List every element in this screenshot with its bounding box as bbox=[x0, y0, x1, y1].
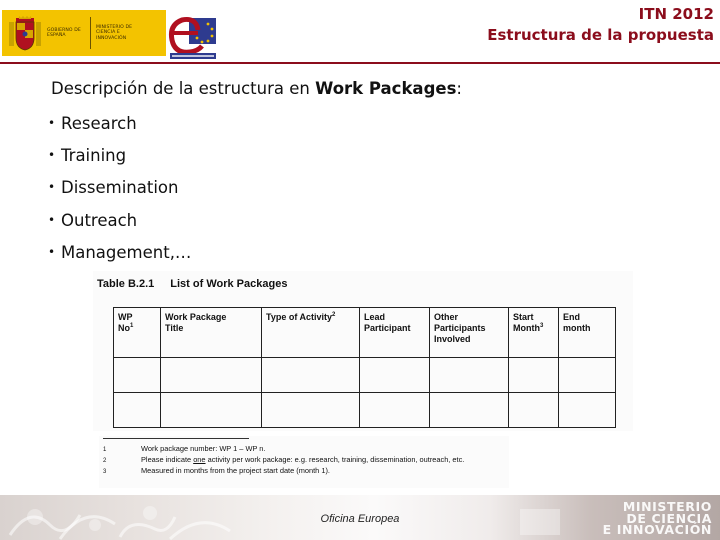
header-text: month bbox=[563, 323, 591, 333]
work-packages-table-figure bbox=[93, 271, 633, 431]
footnote-marker: 2 bbox=[332, 312, 336, 318]
table-cell bbox=[161, 358, 262, 393]
footnote-number: 2 bbox=[103, 458, 107, 464]
header-text: WP bbox=[118, 312, 133, 322]
bullet-icon: • bbox=[48, 212, 56, 227]
footnote-text: Measured in months from the project start date (month 1). bbox=[141, 466, 330, 475]
ministry-logo-text: MINISTERIO DE CIENCIA E INNOVACIÓN bbox=[96, 25, 133, 41]
header-text: Participant bbox=[364, 323, 411, 333]
header-text: Involved bbox=[434, 334, 471, 344]
footnote-item bbox=[103, 466, 330, 477]
table-cell bbox=[430, 358, 509, 393]
footer-brand-line: MINISTERIO bbox=[622, 499, 712, 514]
bullet-icon: • bbox=[48, 116, 56, 130]
header-text: Title bbox=[165, 323, 184, 333]
header-divider bbox=[0, 62, 720, 64]
intro-text-before: Descripción de la estructura en bbox=[51, 79, 316, 98]
header-text: Lead bbox=[364, 312, 386, 322]
header-title-line2: Estructura de la propuesta bbox=[487, 26, 714, 44]
bullet-icon: • bbox=[48, 244, 56, 259]
header-text: Start bbox=[513, 312, 534, 322]
column-header bbox=[509, 308, 559, 358]
column-header bbox=[559, 308, 616, 358]
europa-e-logo-icon bbox=[168, 12, 218, 60]
bullet-text: Research bbox=[61, 114, 137, 133]
bullet-text: Outreach bbox=[61, 210, 138, 230]
footnote-rule bbox=[103, 438, 249, 439]
intro-text bbox=[51, 79, 462, 98]
header-text: Type of Activity bbox=[266, 312, 333, 322]
slide-header bbox=[487, 4, 714, 46]
bullet-text: Training bbox=[61, 146, 127, 166]
table-cell bbox=[509, 358, 559, 393]
footer-brand-line: E INNOVACIÓN bbox=[602, 522, 712, 537]
table-row bbox=[114, 358, 616, 393]
header-text: Work Package bbox=[165, 312, 227, 322]
footnote-marker: 1 bbox=[130, 323, 134, 329]
bullet-text: Dissemination bbox=[61, 178, 179, 198]
table-footnotes bbox=[99, 436, 509, 488]
header-title-line1: ITN 2012 bbox=[638, 5, 714, 23]
footer-brand-line: DE CIENCIA bbox=[626, 510, 712, 526]
table-cell bbox=[161, 393, 262, 428]
column-header bbox=[161, 308, 262, 358]
footnote-text: Please indicate bbox=[141, 455, 194, 464]
footer-label: Oficina Europea bbox=[320, 513, 400, 525]
bullet-icon: • bbox=[48, 148, 56, 163]
list-item bbox=[48, 240, 191, 272]
footnote-underlined-text: one bbox=[193, 455, 206, 464]
header-text: Other bbox=[434, 312, 459, 322]
table-cell bbox=[360, 358, 430, 393]
footer-brand bbox=[603, 501, 712, 536]
logo-separator bbox=[90, 17, 91, 49]
work-packages-table bbox=[113, 307, 616, 428]
work-package-bullet-list bbox=[48, 111, 191, 272]
bullet-icon: • bbox=[48, 180, 56, 195]
footnote-item bbox=[103, 455, 464, 466]
list-item bbox=[48, 143, 191, 175]
table-header-row bbox=[114, 308, 616, 358]
slide-footer bbox=[0, 495, 720, 540]
table-cell bbox=[430, 393, 509, 428]
table-caption-id: Table B.2.1 bbox=[97, 278, 155, 290]
footnote-item bbox=[103, 444, 265, 455]
bullet-text: Management,… bbox=[61, 242, 192, 262]
header-text: No bbox=[118, 323, 130, 333]
list-item bbox=[48, 208, 191, 240]
footnote-number: 3 bbox=[103, 469, 107, 475]
intro-text-after: : bbox=[456, 79, 462, 98]
footnote-text: activity per work package: e.g. research, training, dissemination, outreach, etc. bbox=[205, 455, 465, 464]
table-cell bbox=[559, 393, 616, 428]
government-ministry-logo bbox=[2, 10, 166, 56]
footnote-marker: 3 bbox=[540, 323, 544, 329]
table-cell bbox=[360, 393, 430, 428]
table-caption bbox=[97, 278, 287, 290]
table-cell bbox=[114, 358, 161, 393]
list-item bbox=[48, 111, 191, 143]
intro-text-bold: Work Packages bbox=[315, 79, 457, 98]
coat-of-arms-icon bbox=[8, 14, 42, 52]
footnote-number: 1 bbox=[103, 447, 107, 453]
header-text: Month bbox=[513, 323, 540, 333]
table-cell bbox=[262, 393, 360, 428]
column-header bbox=[360, 308, 430, 358]
column-header bbox=[430, 308, 509, 358]
column-header bbox=[262, 308, 360, 358]
government-logo-text: GOBIERNO DE ESPAÑA bbox=[47, 27, 81, 38]
list-item bbox=[48, 175, 191, 207]
table-cell bbox=[114, 393, 161, 428]
table-cell bbox=[262, 358, 360, 393]
table-cell bbox=[559, 358, 616, 393]
header-text: Participants bbox=[434, 323, 486, 333]
footnote-text: Work package number: WP 1 – WP n. bbox=[141, 444, 266, 453]
table-cell bbox=[509, 393, 559, 428]
table-row bbox=[114, 393, 616, 428]
header-text: End bbox=[563, 312, 580, 322]
column-header bbox=[114, 308, 161, 358]
table-caption-title: List of Work Packages bbox=[170, 278, 288, 290]
